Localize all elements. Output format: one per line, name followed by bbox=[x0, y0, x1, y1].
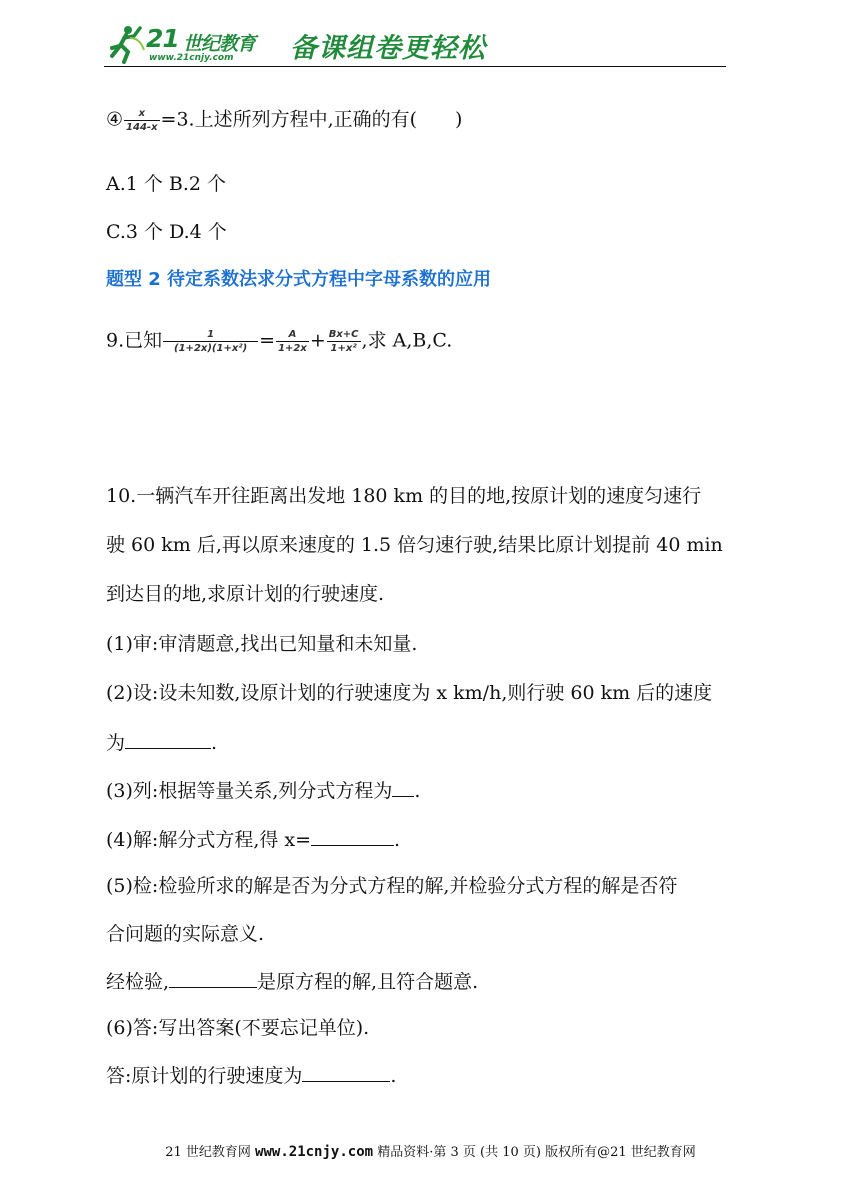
answer-suffix: . bbox=[390, 1065, 397, 1087]
fraction-numerator: Bx+C bbox=[328, 329, 359, 340]
q9-question bbox=[106, 328, 452, 355]
q8-item-4 bbox=[106, 107, 462, 134]
q10-step-1: (1)审:审清题意,找出已知量和未知量. bbox=[106, 633, 418, 655]
step-4-prefix: (4)解:解分式方程,得 x= bbox=[106, 829, 312, 851]
answer-prefix: 答:原计划的行驶速度为 bbox=[106, 1065, 303, 1087]
q9-suffix: ,求 A,B,C. bbox=[361, 329, 453, 352]
answer-blank[interactable] bbox=[125, 730, 211, 749]
step-2b-prefix: 为 bbox=[106, 732, 126, 754]
header-divider bbox=[104, 66, 726, 67]
q8-options-cd: C.3 个 D.4 个 bbox=[106, 221, 227, 243]
q10-line-3: 到达目的地,求原计划的行驶速度. bbox=[106, 583, 385, 605]
fraction-numerator: A bbox=[288, 329, 297, 340]
q10-step-2b bbox=[106, 730, 217, 755]
page-header bbox=[104, 22, 726, 70]
footer-left: 21 世纪教育网 bbox=[165, 1145, 256, 1160]
q10-step-5c bbox=[106, 969, 478, 994]
q10-step-6: (6)答:写出答案(不要忘记单位). bbox=[106, 1017, 370, 1039]
step-5c-suffix: 是原方程的解,且符合题意. bbox=[257, 971, 479, 993]
runner-logo-icon bbox=[106, 24, 146, 64]
q8-options-ab: A.1 个 B.2 个 bbox=[106, 173, 227, 195]
logo-url[interactable]: www.21cnjy.com bbox=[149, 53, 234, 63]
q9-fraction-bc bbox=[327, 328, 361, 355]
step-2b-suffix: . bbox=[211, 732, 218, 754]
q9-fraction-left bbox=[163, 328, 258, 355]
footer-url[interactable]: www.21cnjy.com bbox=[255, 1144, 374, 1160]
answer-blank[interactable] bbox=[392, 778, 414, 797]
answer-blank[interactable] bbox=[302, 1063, 390, 1082]
equals-sign: = bbox=[259, 329, 276, 352]
q8-question-text: =3.上述所列方程中,正确的有( ) bbox=[160, 108, 463, 131]
logo-mark: 21 bbox=[146, 24, 179, 53]
step-3-suffix: . bbox=[414, 780, 421, 802]
q10-line-1: 10.一辆汽车开往距离出发地 180 km 的目的地,按原计划的速度匀速行 bbox=[106, 485, 702, 507]
q10-step-4 bbox=[106, 827, 400, 852]
plus-sign: + bbox=[309, 329, 326, 352]
q10-step-5a: (5)检:检验所求的解是否为分式方程的解,并检验分式方程的解是否符 bbox=[106, 875, 678, 897]
q10-step-2a: (2)设:设未知数,设原计划的行驶速度为 x km/h,则行驶 60 km 后的速度 bbox=[106, 682, 713, 704]
fraction-numerator: 1 bbox=[207, 329, 215, 340]
q10-answer bbox=[106, 1063, 396, 1088]
fraction-x-over-144-minus-x bbox=[124, 107, 159, 134]
answer-blank[interactable] bbox=[311, 827, 394, 846]
logo-name: 世纪教育 bbox=[183, 33, 256, 55]
fraction-denominator: 1+2x bbox=[278, 343, 307, 354]
answer-blank[interactable] bbox=[169, 969, 257, 988]
header-slogan: 备课组卷更轻松 bbox=[290, 33, 486, 64]
q9-fraction-a bbox=[276, 328, 309, 355]
fraction-numerator: x bbox=[138, 108, 146, 119]
footer-right: 精品资料·第 3 页 (共 10 页) 版权所有@21 世纪教育网 bbox=[373, 1145, 696, 1160]
fraction-denominator: 1+x² bbox=[330, 343, 357, 354]
circled-four: ④ bbox=[106, 108, 124, 131]
fraction-denominator: 144-x bbox=[126, 122, 158, 133]
step-3-prefix: (3)列:根据等量关系,列分式方程为 bbox=[106, 780, 393, 802]
page-footer bbox=[0, 1141, 861, 1160]
q10-step-5b: 合问题的实际意义. bbox=[106, 923, 265, 945]
q9-prefix: 9.已知 bbox=[106, 329, 163, 352]
section-heading: 题型 2 待定系数法求分式方程中字母系数的应用 bbox=[106, 269, 492, 290]
step-4-suffix: . bbox=[394, 829, 401, 851]
step-5c-prefix: 经检验, bbox=[106, 971, 170, 993]
q10-step-3 bbox=[106, 778, 420, 803]
fraction-denominator: (1+2x)(1+x²) bbox=[174, 343, 248, 354]
q10-line-2: 驶 60 km 后,再以原来速度的 1.5 倍匀速行驶,结果比原计划提前 40 min bbox=[106, 534, 723, 556]
